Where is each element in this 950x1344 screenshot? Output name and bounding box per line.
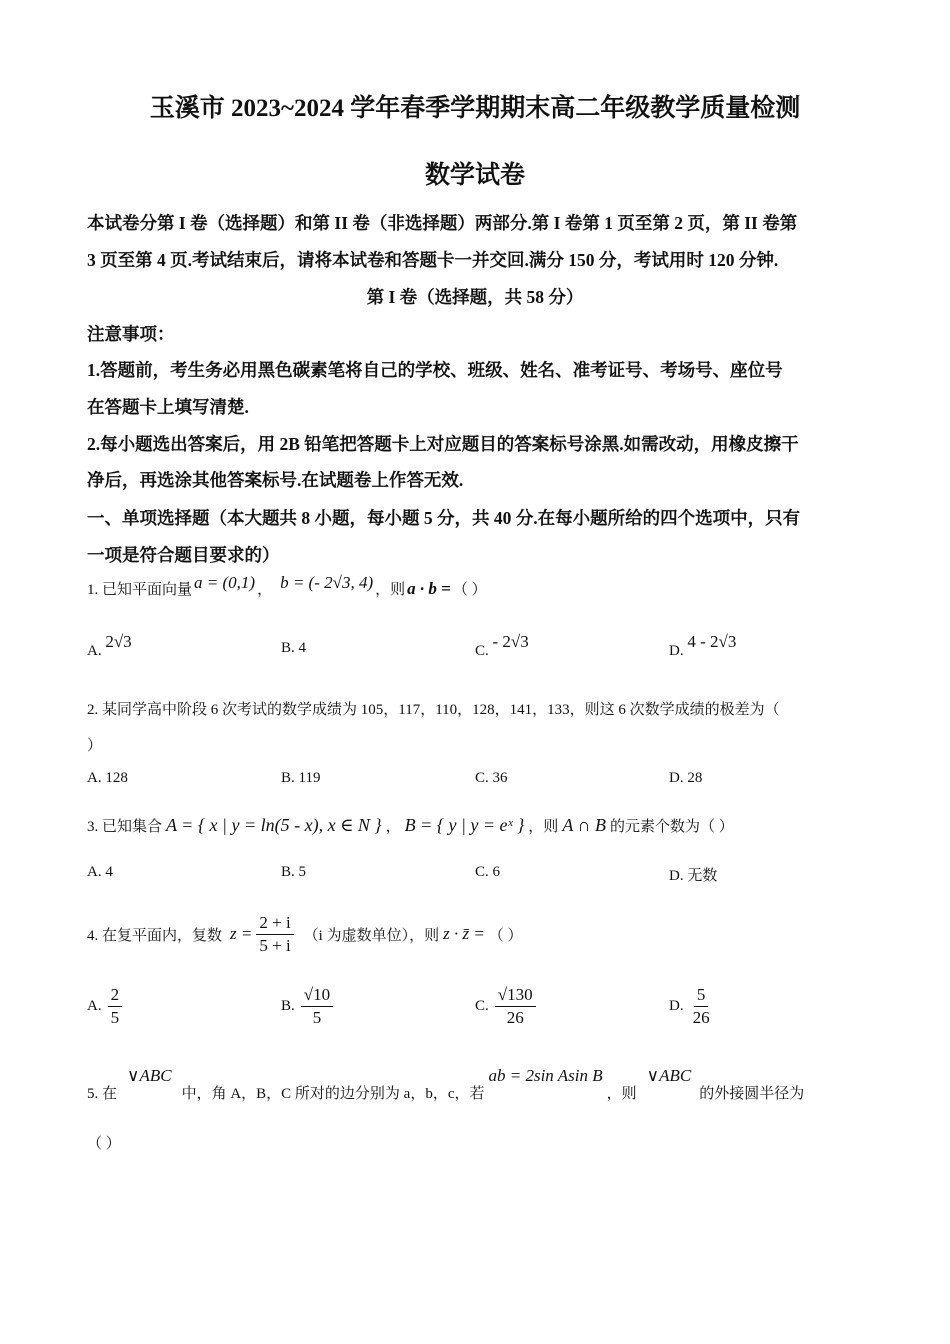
q2-option-a[interactable] <box>87 770 128 787</box>
option-label: D. <box>669 997 684 1014</box>
intro-line-1: 本试卷分第 I 卷（选择题）和第 II 卷（非选择题）两部分.第 I 卷第 1 页至第 2 页，第 II 卷第 <box>87 213 798 233</box>
part1-heading-line-2: 一项是符合题目要求的） <box>87 545 280 565</box>
q3-option-c[interactable] <box>475 864 500 881</box>
option-label: A. <box>87 997 102 1014</box>
option-label: A. <box>87 864 102 880</box>
q4-prefix: 4. 在复平面内，复数 <box>87 927 223 944</box>
q4-option-a[interactable] <box>87 985 122 1027</box>
option-label: C. <box>475 643 489 659</box>
q1-option-a[interactable] <box>87 632 132 660</box>
q5-suffix: 的外接圆半径为 <box>699 1086 805 1102</box>
q4-z-equals: z = <box>230 924 253 943</box>
intro-line-2: 3 页至第 4 页.考试结束后，请将本试卷和答题卡一并交回.满分 150 分，考试用时 120 分钟. <box>87 250 779 270</box>
option-label: B. <box>281 997 295 1014</box>
notice-2-line-1: 2.每小题选出答案后，用 2B 铅笔把答题卡上对应题目的答案标号涂黑.如需改动，用橡皮擦干 <box>87 434 799 454</box>
q3-set-a: A = { x | y = ln(5 - x), x ∈ N } <box>166 814 382 835</box>
fraction-denominator: 5 + i <box>259 935 291 955</box>
option-label: D. <box>669 770 684 786</box>
option-value: 6 <box>492 864 501 880</box>
q1-prefix: 1. 已知平面向量 <box>87 582 193 598</box>
q2-option-d[interactable] <box>669 770 702 787</box>
q4-option-c[interactable] <box>475 985 536 1027</box>
option-fraction <box>690 985 713 1027</box>
option-value: 28 <box>687 770 703 786</box>
q3-set-b: B = { y | y = eˣ } <box>404 814 525 835</box>
fraction-denominator: 26 <box>506 1007 524 1027</box>
q1-option-c[interactable] <box>475 632 529 660</box>
fraction-numerator: 5 <box>694 985 709 1007</box>
q3-sep: ， <box>385 818 401 835</box>
q5-mid-2: ，则 <box>606 1086 637 1102</box>
option-value: 4 - 2√3 <box>687 632 737 651</box>
option-value: 无数 <box>687 868 718 884</box>
option-value: 119 <box>298 770 321 786</box>
q3-option-d[interactable] <box>669 864 717 885</box>
option-value: 5 <box>298 864 307 880</box>
option-label: A. <box>87 643 102 659</box>
option-label: B. <box>281 864 295 880</box>
q4-z-fraction <box>256 913 293 955</box>
option-label: C. <box>475 864 489 880</box>
question-4 <box>87 895 523 973</box>
q3-suffix: 的元素个数为（ ） <box>609 818 734 835</box>
q3-prefix: 3. 已知集合 <box>87 818 163 835</box>
option-label: B. <box>281 640 295 656</box>
q5-answer-paren: （ ） <box>87 1136 121 1152</box>
part1-heading-line-1: 一、单项选择题（本大题共 8 小题，每小题 5 分，共 40 分.在每小题所给的四个选项中，只有 <box>87 508 801 528</box>
option-label: D. <box>669 643 684 659</box>
notice-title: 注意事项： <box>87 324 175 344</box>
page-subtitle: 数学试卷 <box>424 162 525 189</box>
q4-ask: z · z̄ = <box>443 924 485 943</box>
q3-intersection: A ∩ B <box>562 814 606 835</box>
option-label: A. <box>87 770 102 786</box>
q1-option-d[interactable] <box>669 632 737 660</box>
option-value: 128 <box>105 770 128 786</box>
q2-option-c[interactable] <box>475 770 508 787</box>
option-value: - 2√3 <box>492 632 529 651</box>
option-fraction <box>301 985 333 1027</box>
q1-paren: （ ） <box>452 582 487 598</box>
fraction-numerator: √130 <box>495 985 536 1007</box>
option-label: D. <box>669 868 684 884</box>
option-value: 4 <box>105 864 113 880</box>
q1-vector-a: a = (0,1) <box>194 572 256 592</box>
q4-paren: （ ） <box>488 927 523 944</box>
q1-sep: ， <box>257 582 273 598</box>
q1-vector-b: b = (- 2√3, 4) <box>280 572 374 592</box>
fraction-denominator: 26 <box>692 1007 710 1027</box>
question-1 <box>87 572 487 599</box>
option-label: C. <box>475 997 489 1014</box>
section-title: 第 I 卷（选择题，共 58 分） <box>366 287 584 307</box>
option-value: 36 <box>492 770 508 786</box>
option-fraction <box>108 985 123 1027</box>
fraction-numerator: 2 + i <box>256 913 293 935</box>
q4-option-b[interactable] <box>281 985 333 1027</box>
q1-ask: a · b = <box>407 578 451 598</box>
question-2-line-1: 2. 某同学高中阶段 6 次考试的数学成绩为 105，117，110，128，141，133，则这 6 次数学成绩的极差为（ <box>87 702 780 718</box>
notice-1-line-1: 1.答题前，考生务必用黑色碳素笔将自己的学校、班级、姓名、准考证号、考场号、座位号 <box>87 360 783 380</box>
question-3 <box>87 805 734 845</box>
fraction-denominator: 5 <box>312 1007 322 1027</box>
question-2-line-2: ） <box>87 738 103 754</box>
q4-mid: （i 为虚数单位），则 <box>303 927 440 944</box>
fraction-numerator: √10 <box>301 985 333 1007</box>
option-value: 4 <box>298 640 307 656</box>
fraction-numerator: 2 <box>108 985 123 1007</box>
q1-suffix: ，则 <box>375 582 406 598</box>
q2-option-b[interactable] <box>281 770 320 787</box>
q1-option-b[interactable] <box>281 640 306 657</box>
question-5 <box>87 1066 804 1103</box>
q5-prefix: 5. 在 <box>87 1086 118 1102</box>
option-label: B. <box>281 770 295 786</box>
notice-1-line-2: 在答题卡上填写清楚. <box>87 397 249 417</box>
q5-triangle-1: ∨ABC <box>127 1066 172 1085</box>
q3-mid: ，则 <box>528 818 559 835</box>
q4-option-d[interactable] <box>669 985 713 1027</box>
q5-equation: ab = 2sin Asin B <box>488 1066 603 1085</box>
q3-option-a[interactable] <box>87 864 113 881</box>
option-label: C. <box>475 770 489 786</box>
q5-mid-1: 中，角 A，B，C 所对的边分别为 a，b，c，若 <box>181 1086 485 1102</box>
fraction-denominator: 5 <box>110 1007 120 1027</box>
option-value: 2√3 <box>105 632 132 651</box>
page-title: 玉溪市 2023~2024 学年春季学期期末高二年级教学质量检测 <box>149 95 801 122</box>
notice-2-line-2: 净后，再选涂其他答案标号.在试题卷上作答无效. <box>87 470 464 490</box>
q5-triangle-2: ∨ABC <box>646 1066 692 1085</box>
q3-option-b[interactable] <box>281 864 306 881</box>
option-fraction <box>495 985 536 1027</box>
